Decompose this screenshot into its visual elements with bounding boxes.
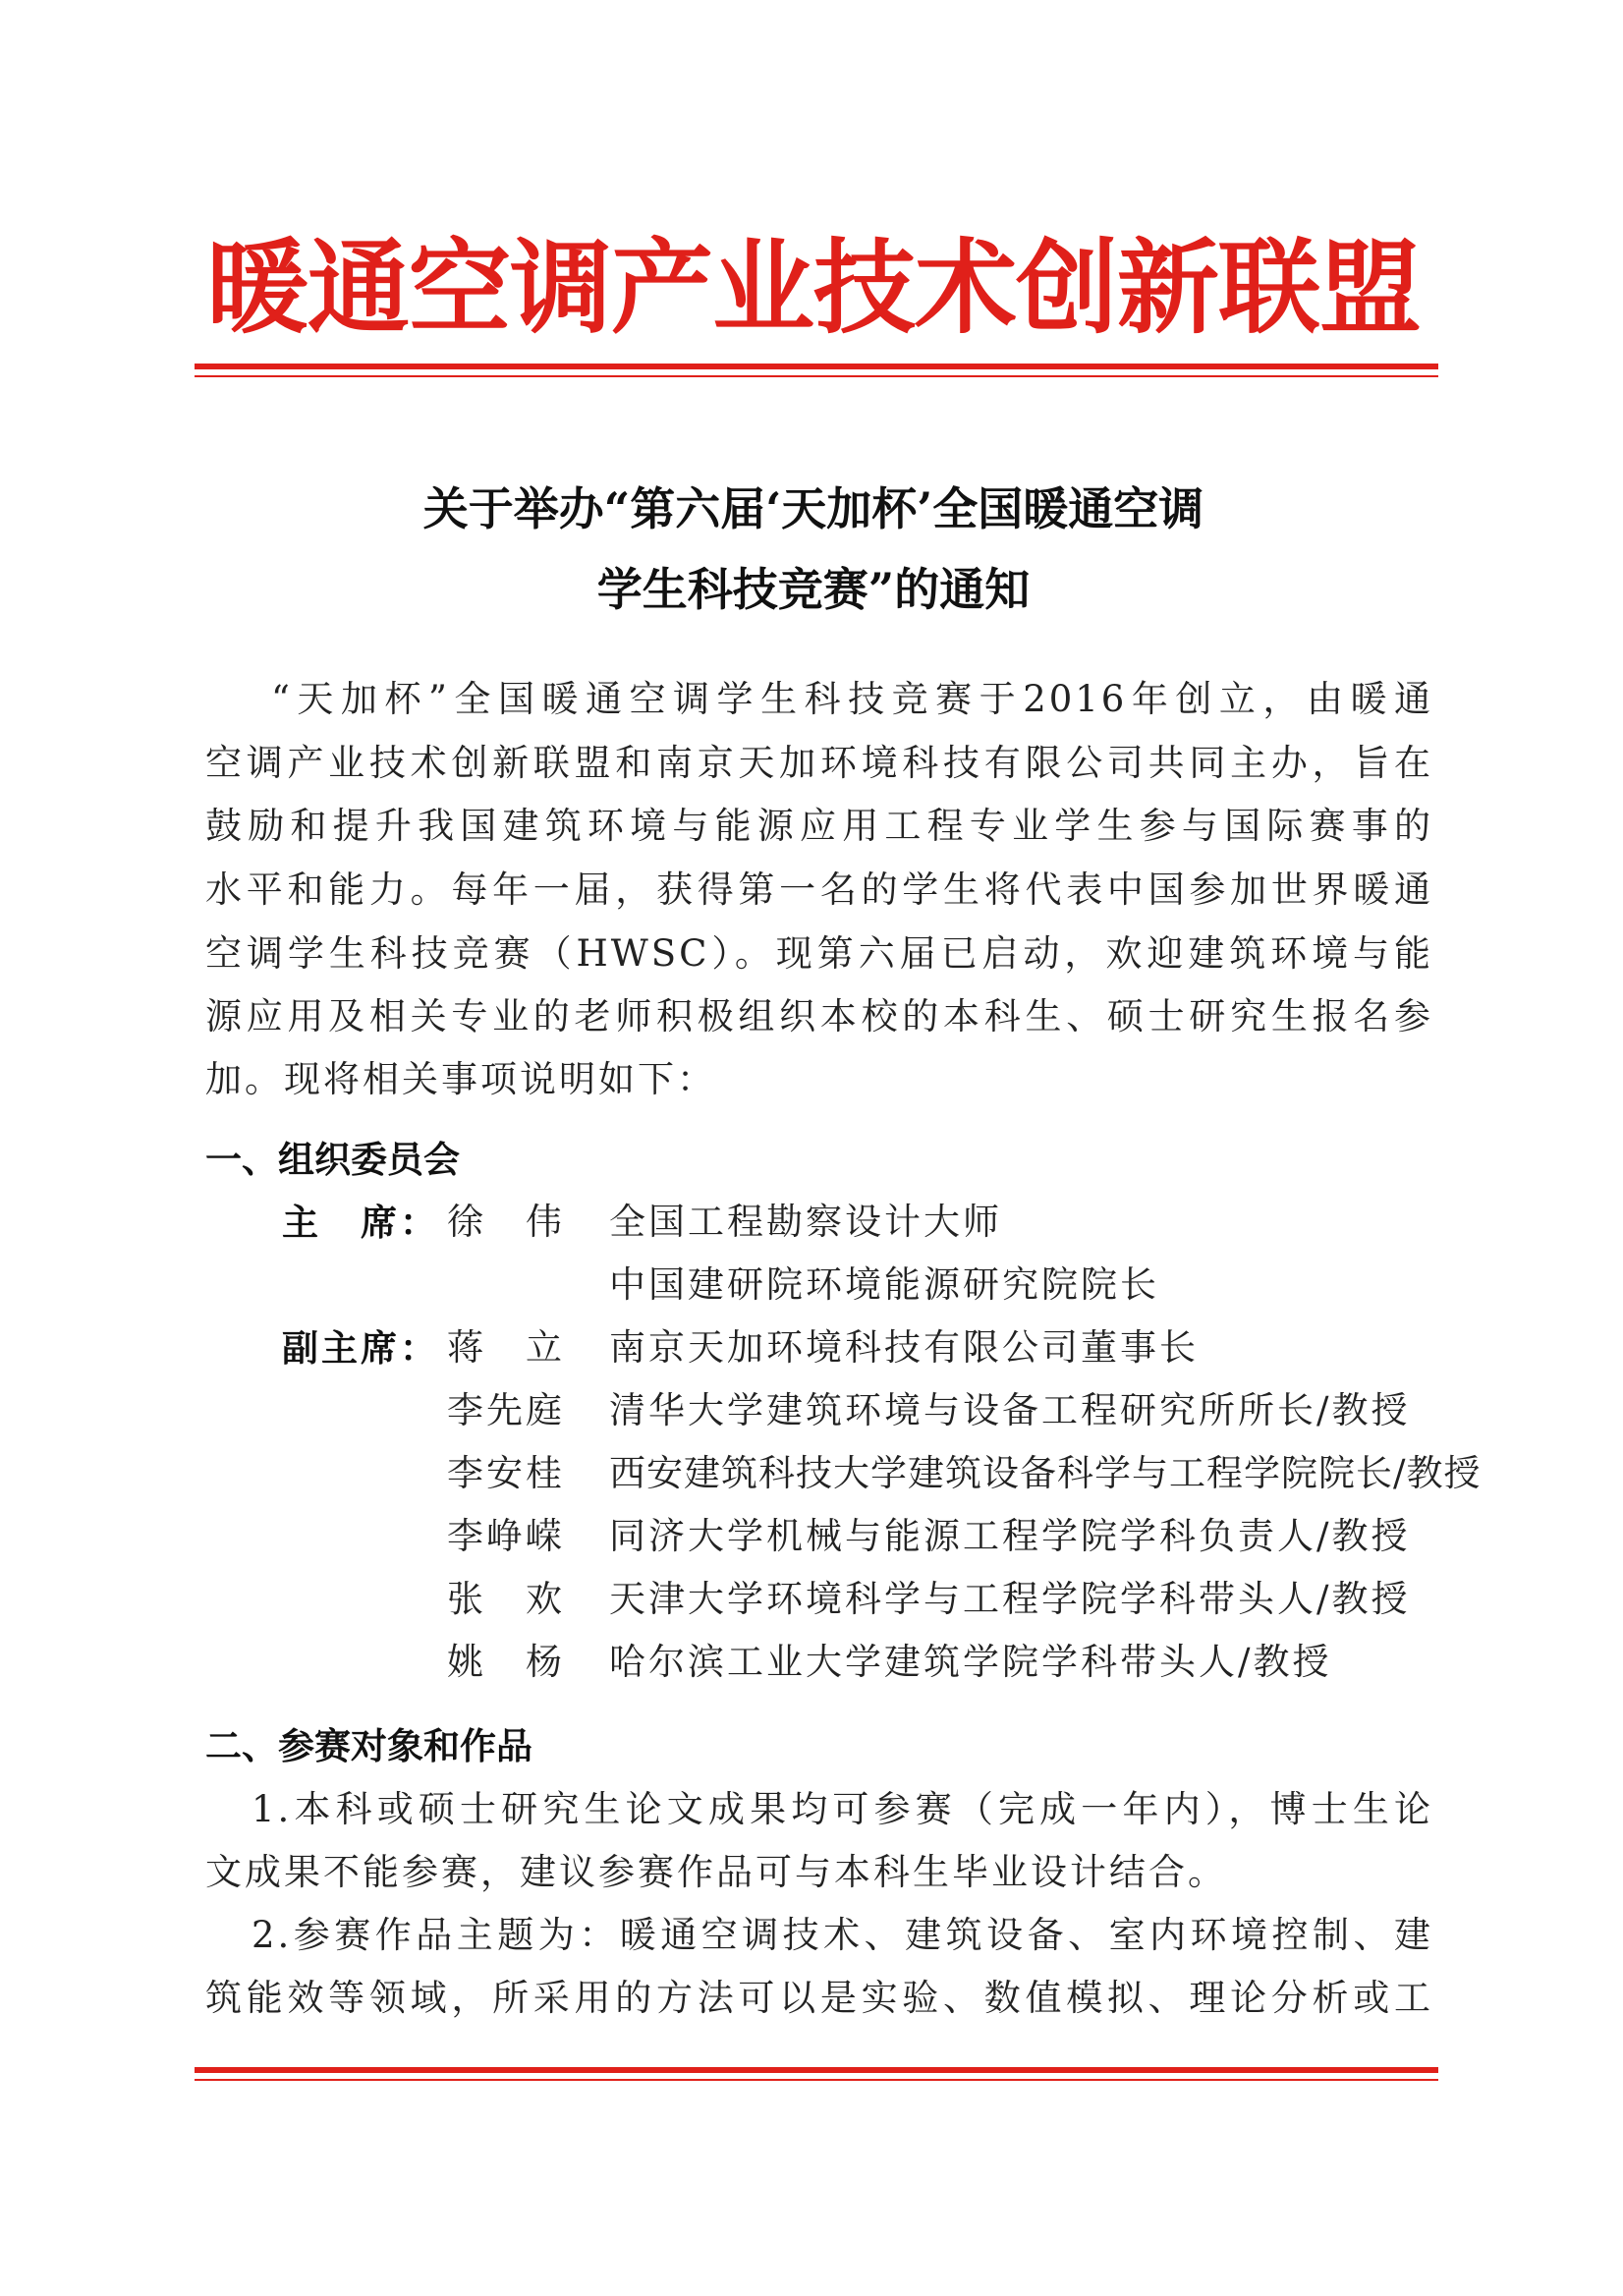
- header-divider-thin: [195, 375, 1438, 377]
- member-title: 中国建研院环境能源研究院院长: [609, 1263, 1159, 1306]
- member-title: 南京天加环境科技有限公司董事长: [609, 1326, 1199, 1369]
- member-name: 蒋 立: [447, 1326, 565, 1369]
- member-title: 西安建筑科技大学建筑设备科学与工程学院院长/教授: [609, 1452, 1482, 1494]
- section2-item2-line: 2.参赛作品主题为：暖通空调技术、建筑设备、室内环境控制、建: [252, 1914, 1433, 1956]
- section2-item1-line: 文成果不能参赛，建议参赛作品可与本科生毕业设计结合。: [205, 1851, 1227, 1893]
- footer-divider-thick: [195, 2067, 1438, 2073]
- member-name: 李峥嵘: [447, 1515, 565, 1557]
- org-header-title: 暖通空调产业技术创新联盟: [205, 227, 1421, 348]
- member-name: 李先庭: [447, 1389, 565, 1431]
- section-heading-participants: 二、参赛对象和作品: [205, 1725, 532, 1767]
- section2-item1-line: 1.本科或硕士研究生论文成果均可参赛（完成一年内），博士生论: [252, 1788, 1433, 1830]
- intro-line: 鼓励和提升我国建筑环境与能源应用工程专业学生参与国际赛事的: [205, 805, 1433, 847]
- intro-line: 加。现将相关事项说明如下：: [205, 1058, 716, 1100]
- member-title: 天津大学环境科学与工程学院学科带头人/教授: [609, 1578, 1411, 1620]
- notice-title-line-1: 关于举办“第六届‘天加杯’全国暖通空调: [422, 482, 1204, 535]
- intro-line: 空调学生科技竞赛（HWSC）。现第六届已启动，欢迎建筑环境与能: [205, 932, 1433, 975]
- member-name: 姚 杨: [447, 1641, 565, 1683]
- member-title: 同济大学机械与能源工程学院学科负责人/教授: [609, 1515, 1411, 1557]
- member-title: 清华大学建筑环境与设备工程研究所所长/教授: [609, 1389, 1411, 1431]
- section-heading-committee: 一、组织委员会: [205, 1139, 460, 1181]
- vice-chair-label: 副主席：: [282, 1326, 439, 1370]
- member-name: 徐 伟: [447, 1201, 565, 1243]
- member-name: 李安桂: [447, 1452, 565, 1494]
- member-name: 张 欢: [447, 1578, 565, 1620]
- intro-line: 源应用及相关专业的老师积极组织本校的本科生、硕士研究生报名参: [205, 995, 1433, 1037]
- intro-line: “天加杯”全国暖通空调学生科技竞赛于2016年创立，由暖通: [271, 678, 1433, 720]
- intro-line: 水平和能力。每年一届，获得第一名的学生将代表中国参加世界暖通: [205, 868, 1433, 911]
- member-title: 哈尔滨工业大学建筑学院学科带头人/教授: [609, 1641, 1332, 1683]
- member-title: 全国工程勘察设计大师: [609, 1201, 1002, 1243]
- chair-label: 主 席：: [282, 1201, 439, 1244]
- intro-line: 空调产业技术创新联盟和南京天加环境科技有限公司共同主办，旨在: [205, 742, 1433, 784]
- header-divider-thick: [195, 364, 1438, 369]
- footer-divider-thin: [195, 2079, 1438, 2081]
- section2-item2-line: 筑能效等领域，所采用的方法可以是实验、数值模拟、理论分析或工: [205, 1977, 1433, 2019]
- notice-title-line-2: 学生科技竞赛”的通知: [596, 563, 1031, 616]
